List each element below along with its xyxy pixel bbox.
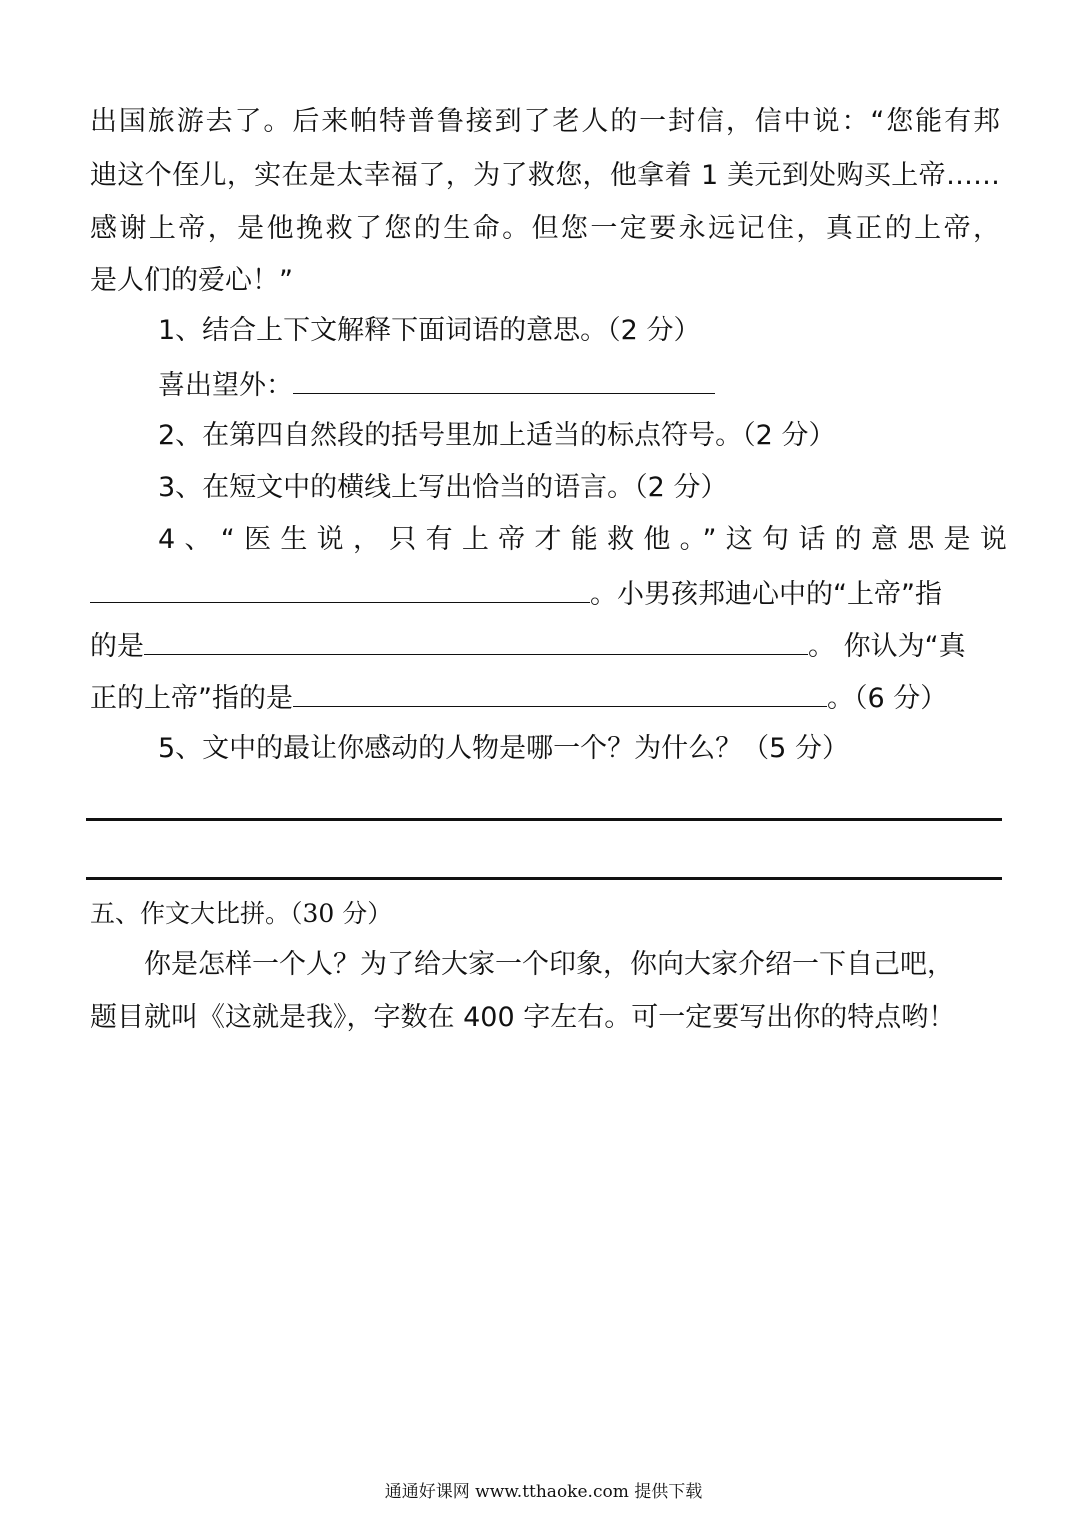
- question-4-line-4: [90, 679, 947, 717]
- answer-blank-4c[interactable]: [293, 679, 827, 707]
- passage-line-4: 是人们的爱心！”: [90, 265, 293, 296]
- question-4-line-1: 4、“医生说，只有上帝才能救他。”这句话的意思是说: [158, 524, 1017, 555]
- question-1: 1、结合上下文解释下面词语的意思。（2 分）: [158, 315, 701, 346]
- question-1-answer-row: [158, 366, 715, 404]
- answer-line-1[interactable]: [86, 818, 1002, 821]
- question-4-line-3: [90, 627, 966, 665]
- question-3: 3、在短文中的横线上写出恰当的语言。（2 分）: [158, 472, 728, 503]
- question-4-line-3-suffix: 。 你认为“真: [808, 631, 966, 662]
- passage-line-2: 迪这个侄儿，实在是太幸福了，为了救您，他拿着 1 美元到处购买上帝……: [90, 160, 1000, 191]
- question-1-word: 喜出望外：: [158, 370, 293, 401]
- question-4-line-2-text: 。小男孩邦迪心中的“上帝”指: [590, 579, 942, 610]
- question-4-line-3-prefix: 的是: [90, 631, 144, 662]
- answer-blank-4a[interactable]: [90, 575, 590, 603]
- composition-heading: 五、作文大比拼。（30 分）: [90, 899, 393, 928]
- question-5: 5、文中的最让你感动的人物是哪一个？为什么？（5 分）: [158, 733, 849, 764]
- question-2: 2、在第四自然段的括号里加上适当的标点符号。（2 分）: [158, 420, 836, 451]
- question-4-line-2: [90, 575, 942, 613]
- composition-line-1: 你是怎样一个人？为了给大家一个印象，你向大家介绍一下自己吧，: [144, 949, 954, 980]
- composition-line-2: 题目就叫《这就是我》，字数在 400 字左右。可一定要写出你的特点哟！: [90, 1002, 956, 1033]
- question-4-line-4-prefix: 正的上帝”指的是: [90, 683, 293, 714]
- question-4-line-4-suffix: 。（6 分）: [827, 683, 948, 714]
- passage-line-3: 感谢上帝，是他挽救了您的生命。但您一定要永远记住，真正的上帝，: [90, 213, 1000, 244]
- page-footer: 通通好课网 www.tthaoke.com 提供下载: [384, 1482, 703, 1502]
- answer-blank-1[interactable]: [293, 366, 715, 394]
- answer-blank-4b[interactable]: [144, 627, 808, 655]
- passage-line-1: 出国旅游去了。后来帕特普鲁接到了老人的一封信，信中说：“您能有邦: [90, 106, 1000, 137]
- answer-line-2[interactable]: [86, 877, 1002, 880]
